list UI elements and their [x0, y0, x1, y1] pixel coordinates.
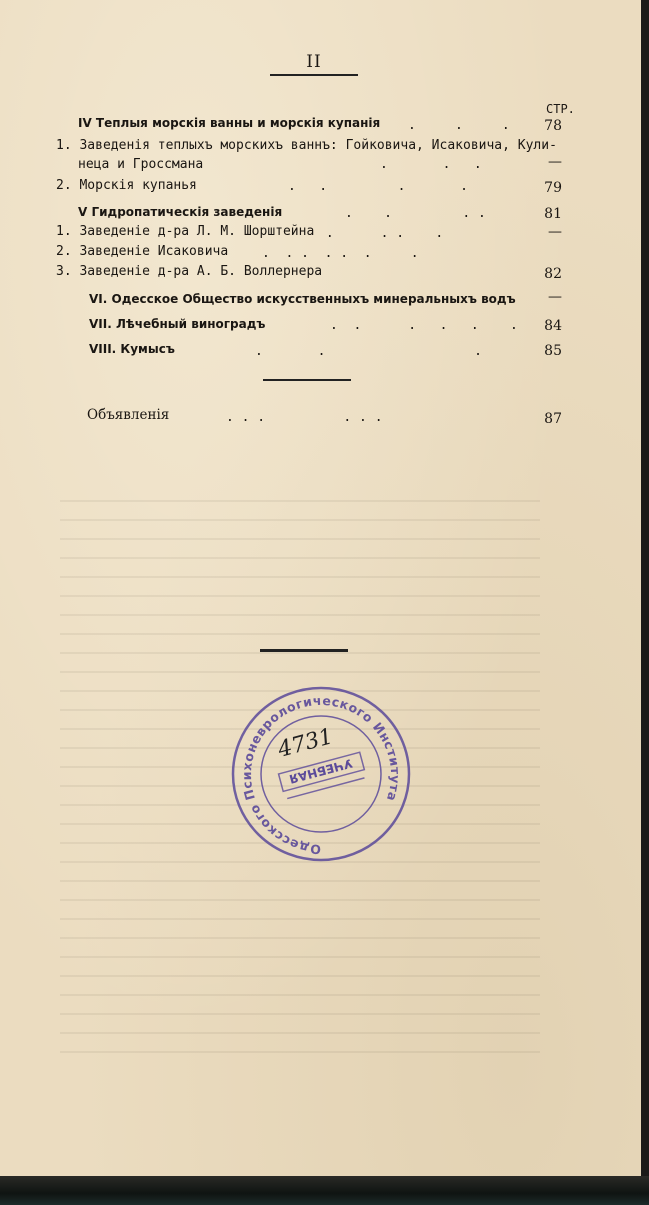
page-ref: 85 [544, 343, 562, 359]
stamp-number: 4731 [275, 724, 336, 763]
page-ref: — [548, 289, 562, 305]
section-title-viii: VIII. Кумысъ [89, 342, 175, 356]
section-title-iv: IV Теплыя морскія ванны и морскія купанія [78, 116, 381, 130]
library-stamp [230, 685, 412, 863]
list-item: 1. Заведеніе д-ра Л. М. Шорштейна [56, 224, 315, 239]
stamp-center-label: УЧЕБНАЯ [287, 755, 354, 787]
list-item: неца и Гроссмана [78, 157, 204, 172]
book-bottom-edge [0, 1176, 649, 1205]
stamp-ring-text: Одесского Психоневрологического Института [239, 692, 404, 858]
section-rule [263, 379, 351, 381]
page-ref: — [548, 154, 562, 170]
end-rule [260, 649, 348, 652]
section-title-v: V Гидропатическія заведенія [78, 205, 283, 219]
page-ref: — [548, 224, 562, 240]
document-page: II СТР. IV Теплыя морскія ванны и морскія купанія . . . 78 1. Заведенія теплыхъ морскихъ ваннъ: Гойковича, Исаковича, Кули- неца и Гроссмана . . . — 2. Морскія купанья . . . . 79 V Гидропатическія заведенія . . . . 81 1. Заведеніе д-ра Л. М. Шорштейна . . . . — 2. Заведеніе Исаковича . . . . . . . 3. Заведеніе д-ра А. Б. Воллернера 82 VI. Одесское Общество искусственныхъ минеральныхъ водъ — VII. Лѣчебный виноградъ . . . . . . 84 VIII. Кумысъ . . . 85 Объявленія . . . . . . 87 Одесского Психоневрологического Института 4731 УЧЕБНАЯ [0, 0, 641, 1180]
list-item: 3. Заведеніе д-ра А. Б. Воллернера [56, 264, 323, 279]
page-ref: 78 [544, 118, 562, 134]
page-ref: 81 [544, 206, 562, 222]
section-title-vii: VII. Лѣчебный виноградъ [89, 317, 266, 331]
page-ref: 82 [544, 266, 562, 282]
page-ref: 87 [544, 411, 562, 427]
page-column-label: СТР. [546, 102, 575, 116]
header-rule [270, 74, 358, 76]
list-item: 2. Заведеніе Исаковича [56, 244, 229, 259]
page-ref: 84 [544, 318, 562, 334]
ads-label: Объявленія [87, 407, 170, 423]
page-number: II [306, 52, 322, 72]
list-item: 1. Заведенія теплыхъ морскихъ ваннъ: Гойковича, Исаковича, Кули- [56, 138, 557, 153]
page-ref: 79 [544, 180, 562, 196]
list-item: 2. Морскія купанья [56, 178, 197, 193]
section-title-vi: VI. Одесское Общество искусственныхъ минеральныхъ водъ [89, 292, 516, 306]
